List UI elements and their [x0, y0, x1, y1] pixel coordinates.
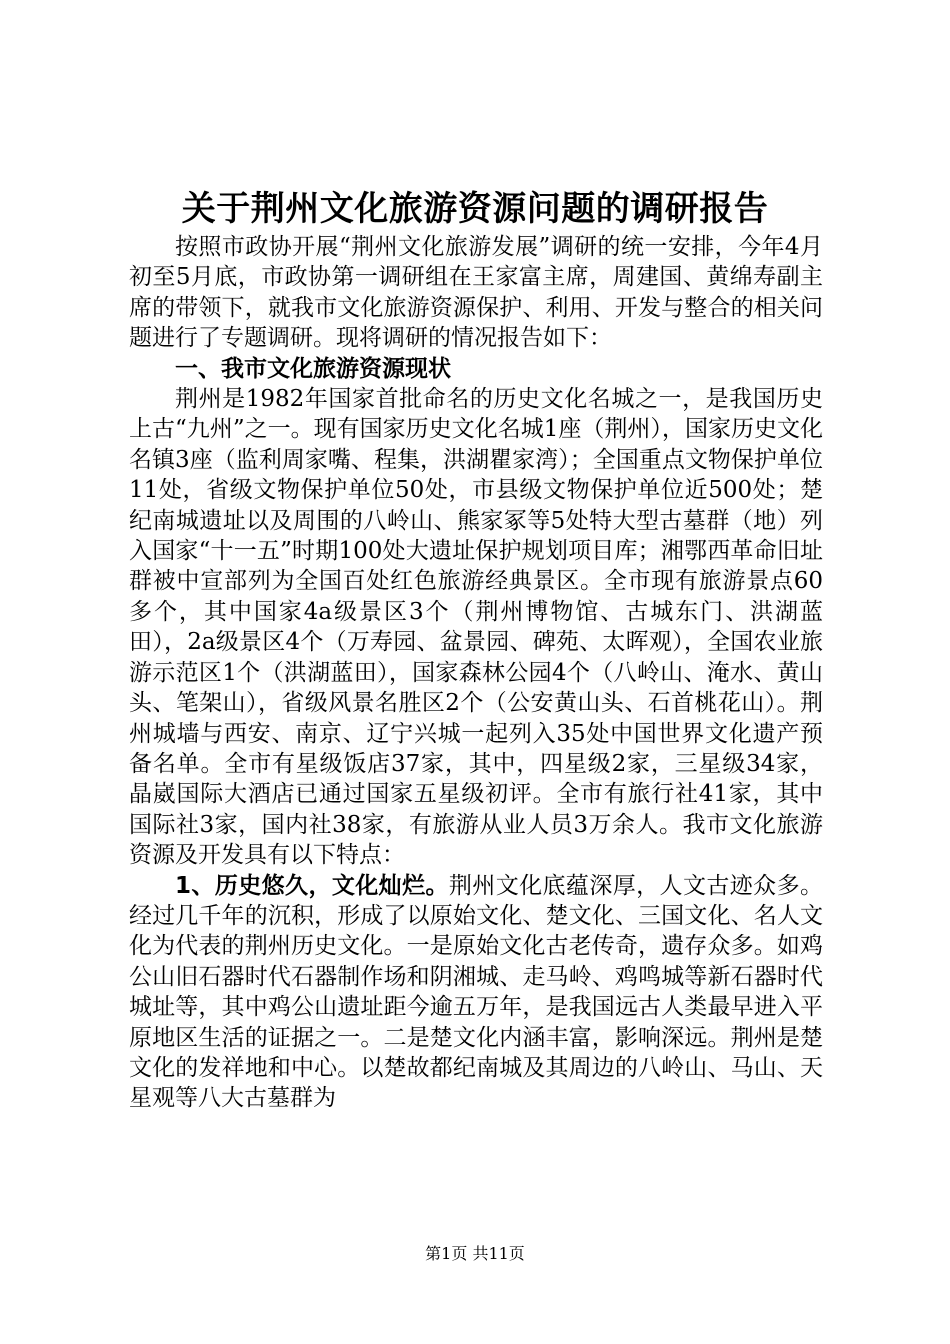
section-heading: 一、我市文化旅游资源现状 — [175, 355, 451, 382]
point-body: 荆州文化底蕴深厚，人文古迹众多。经过几千年的沉积，形成了以原始文化、楚文化、三国文化、名人文化为代表的荆州历史文化。一是原始文化古老传奇，遗存众多。如鸡公山旧石器时代石器制作场和阴湘城、走马岭、鸡鸣城等新石器时代城址等，其中鸡公山遗址距今逾五万年，是我国远古人类最早进入平原地区生活的证据之一。二是楚文化内涵丰富，影响深远。荆州是楚文化的发祥地和中心。以楚故都纪南城及其周边的八岭山、马山、天星观等八大古墓群为 — [129, 872, 823, 1112]
document-title: 关于荆州文化旅游资源问题的调研报告 — [181, 189, 769, 229]
point-paragraph — [129, 871, 823, 1114]
point-lead: 1、历史悠久，文化灿烂。 — [175, 872, 449, 899]
page-footer: 第1页 共11页 — [425, 1244, 525, 1263]
document-body — [129, 232, 823, 1114]
section-paragraph: 荆州是1982年国家首批命名的历史文化名城之一，是我国历史上古“九州”之一。现有国家历史文化名城1座（荆州），国家历史文化名镇3座（监利周家嘴、程集，洪湖瞿家湾）；全国重点文物保护单位11处，省级文物保护单位50处，市县级文物保护单位近500处；楚纪南城遗址以及周围的八岭山、熊家冢等5处特大型古墓群（地）列入国家“十一五”时期100处大遗址保护规划项目库；湘鄂西革命旧址群被中宣部列为全国百处红色旅游经典景区。全市现有旅游景点60多个，其中国家4a级景区3个（荆州博物馆、古城东门、洪湖蓝田），2a级景区4个（万寿园、盆景园、碑苑、太晖观），全国农业旅游示范区1个（洪湖蓝田），国家森林公园4个（八岭山、淹水、黄山头、笔架山），省级风景名胜区2个（公安黄山头、石首桃花山）。荆州城墙与西安、南京、辽宁兴城一起列入35处中国世界文化遗产预备名单。全市有星级饭店37家，其中，四星级2家，三星级34家，晶崴国际大酒店已通过国家五星级初评。全市有旅行社41家，其中国际社3家，国内社38家，有旅游从业人员3万余人。我市文化旅游资源及开发具有以下特点： — [129, 386, 823, 869]
intro-paragraph: 按照市政协开展“荆州文化旅游发展”调研的统一安排，今年4月初至5月底，市政协第一调研组在王家富主席，周建国、黄绵寿副主席的带领下，就我市文化旅游资源保护、利用、开发与整合的相关问题进行了专题调研。现将调研的情况报告如下： — [129, 234, 823, 352]
